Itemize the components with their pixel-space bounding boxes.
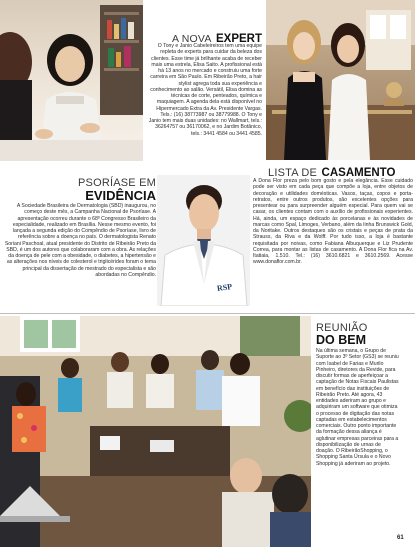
page-number: 61 (397, 535, 404, 541)
casamento-title-bold: CASAMENTO (321, 167, 396, 179)
meeting-photo (0, 316, 311, 547)
casamento-body: A Dona Flor preza pelo bom gosto e pela elegância. Esse cuidado pode ser visto em cada peça que compõe a loja, entre objetos de decoração e utilidades domésticas. Vasos, taças, copos e porta-retratos, entre outros produtos, são excelentes opções para presentear ou para surpreender alguém especial. Para quem vai se casar, os clientes contam com o auxílio de profissionais experientes. Há, ainda, um espaço dedicado às porcelanas e às novidades de marcas como Spal, Limoges, Verbano, além da linha Brunswick Gold, da Noritake. Outros destaques são os cristais e peças de prata da Strauss, da Riva e da Wolff. Por tudo isso, a loja é bastante requisitada por noivas, como Fabiana Albuquerque e Liz Prudente Correa, para montar as listas de casamento. A Dona Flor fica na Av. Itatiaia, 1.510. Tel.: (16) 3610.6821 e 3610.2569. Acesse www.donaflor.com.br. (253, 178, 413, 266)
salon-photo (0, 0, 143, 161)
reuniao-heading (316, 322, 412, 347)
section-divider (0, 313, 415, 314)
psoriase-title-light: PSORÍASE EM (78, 177, 156, 189)
expert-body: O Tony e Janio Cabeleireiros tem uma equipe repleta de experts para cuidar da beleza dos clientes. Esse time já brilhante acaba de receber mais uma estrela, Elisa Saito. A profissional está há 13 anos no mercado e construiu uma forte carreira em São Paulo. Em Ribeirão Preto, a hair stylist agrega toda sua experiência e conhecimento ao salão. Versátil, Elisa domina as técnicas de corte, penteados, química e maquiagem. A agenda dela está disponível no Hipermercado Extra da Av. Presidente Vargas. Tels.: (16) 38773987 ou 38779988. O Tony e Janio tem mais duas unidades: no Wallmart, tels.: 36264757 ou 36170062, e no Jardim Botânico, tels.: 3441 4584 ou 3441 4585. (148, 43, 262, 137)
casamento-title-light: LISTA DE (268, 167, 318, 179)
expert-title-bold: EXPERT (215, 33, 262, 45)
psoriase-body: A Sociedade Brasileira de Dermatologia (SBD) inaugurou, no começo deste mês, a Campanha Nacional de Psoríase. A apresentação ocorreu durante o 68º Congresso Brasileiro da especialidade, realizado em Brasília. Nesse mesmo evento, foi lançada a segunda edição do Compêndio de Psoríase, livro de referência sobre a doença no país. O dermatologista Renato Soriani Paschoal, atual presidente do Distrito de Ribeirão Preto da SBD, é um dos autores que colaboraram com a obra. As relações da doença de pele com a obesidade, o diabetes, a hipertensão e as alterações nos níveis de colesterol e triglicérides foram o tema principal da dissertação de mestrado do especialista e são abordadas no Compêndio. (4, 203, 156, 278)
store-photo (266, 0, 415, 160)
psoriase-heading (60, 177, 156, 202)
doctor-photo (157, 175, 250, 306)
psoriase-title-bold: EVIDÊNCIA (85, 188, 156, 203)
expert-heading (147, 29, 262, 43)
reuniao-title-bold: DO BEM (316, 333, 366, 347)
doctor-coat-label: RSP (216, 281, 233, 294)
reuniao-body: Na última semana, o Grupo de Suporte ao 3º Setor (GS3) se reuniu com Isabel de Farias e Murilo Pinheiro, diretores da Revide, para discutir formas de aperfeiçoar a captação de Notas Fiscais Paulistas em benefício das instituições de Ribeirão Preto. Até agora, 43 entidades aderiram ao grupo e adquiriram um software que otimiza o processo de digitação das notas captadas em estabelecimentos comerciais. Outro ponto importante da formação dessa aliança é aglutinar empresas parceiras para a disponibilização de urnas de doação. O RibeirãoShopping, o Shopping Santa Úrsula e o Novo Shopping já aderiram ao projeto. (316, 348, 399, 467)
expert-title-light: A NOVA (172, 33, 212, 45)
reuniao-title-light: REUNIÃO (316, 322, 368, 334)
